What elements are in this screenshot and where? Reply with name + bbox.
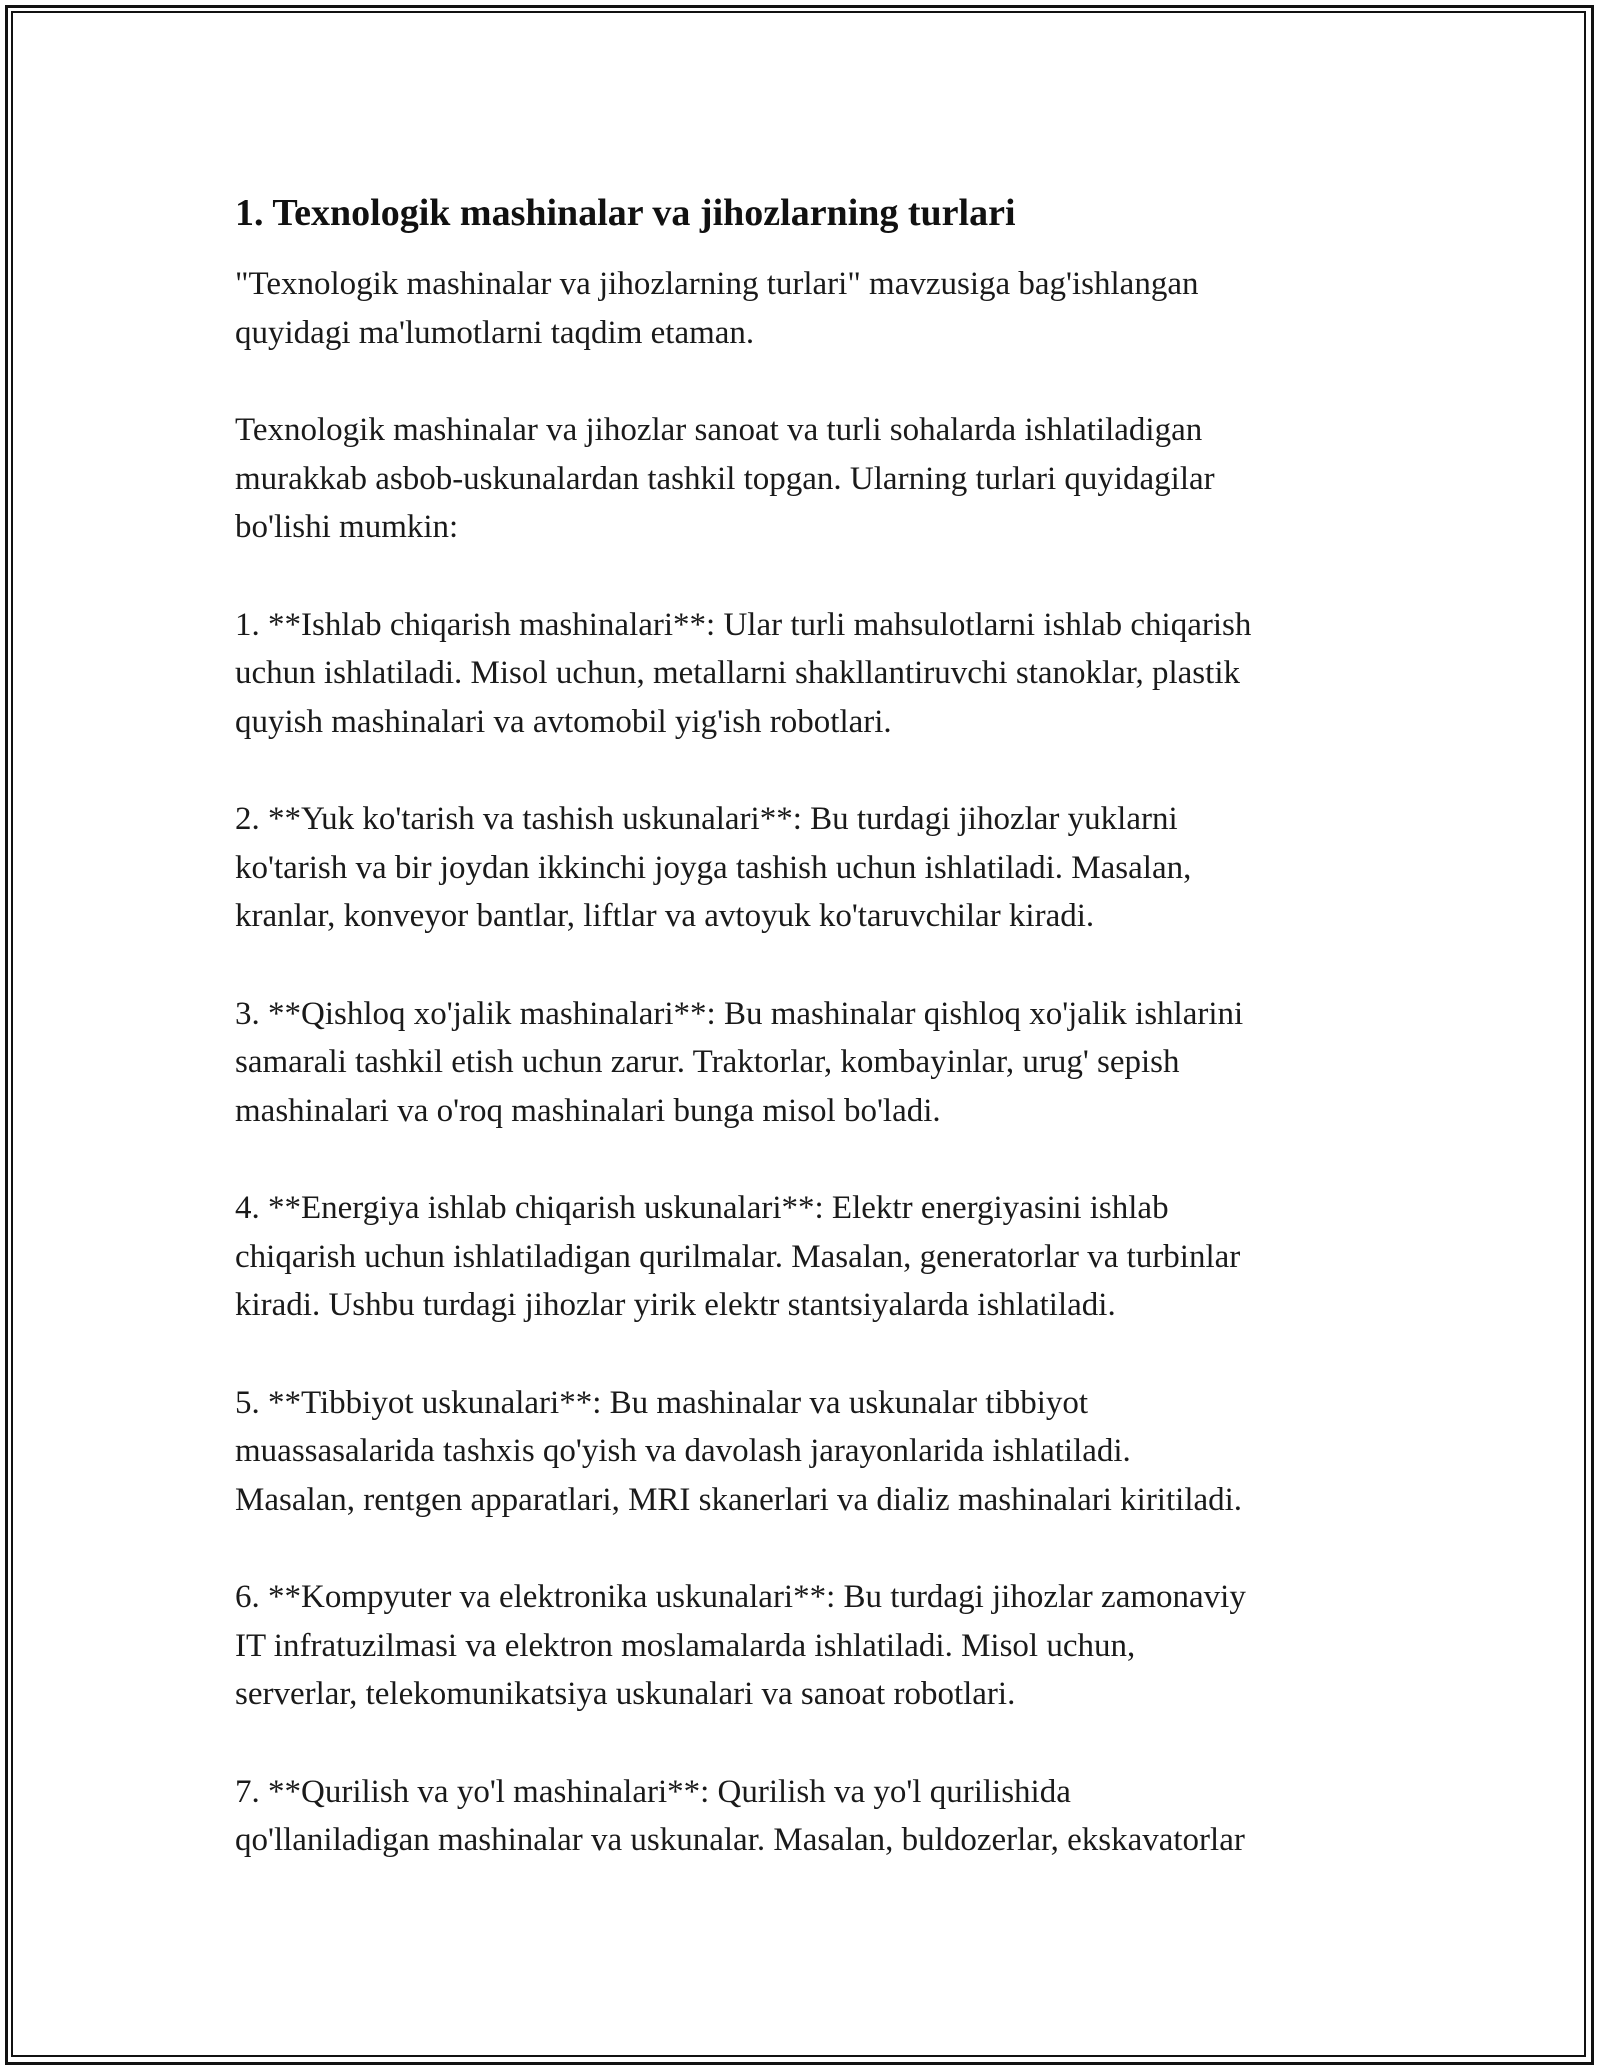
list-item-computer-equipment: 6. **Kompyuter va elektronika uskunalari**: Bu turdagi jihozlar zamonaviy IT infratuzilmasi va elektron moslamalarda ishlatiladi. Misol uchun, serverlar, telekomunikatsiya uskunalari va sanoat robotlari.: [235, 1579, 1246, 1712]
list-item-energy-equipment: 4. **Energiya ishlab chiqarish uskunalari**: Elektr energiyasini ishlab chiqarish uchun ishlatiladigan qurilmalar. Masalan, generatorlar va turbinlar kiradi. Ushbu turdagi jihozlar yirik elektr stantsiyalarda ishlatiladi.: [235, 1190, 1241, 1323]
list-item-medical-equipment: 5. **Tibbiyot uskunalari**: Bu mashinalar va uskunalar tibbiyot muassasalarida tashxis qo'yish va davolash jarayonlarida ishlatiladi. Masalan, rentgen apparatlari, MRI skanerlari va dializ mashinalari kiritiladi.: [235, 1384, 1243, 1518]
list-item-agricultural-machines: 3. **Qishloq xo'jalik mashinalari**: Bu mashinalar qishloq xo'jalik ishlarini samarali tashkil etish uchun zarur. Traktorlar, kombayinlar, urug' sepish mashinalari va o'roq mashinalari bunga misol bo'ladi.: [235, 995, 1244, 1129]
intro-paragraph: "Texnologik mashinalar va jihozlarning turlari" mavzusiga bag'ishlangan quyidagi ma'lumotlarni taqdim etaman.: [235, 266, 1199, 351]
overview-paragraph: Texnologik mashinalar va jihozlar sanoat va turli sohalarda ishlatiladigan murakkab asbob-uskunalardan tashkil topgan. Ularning turlari quyidagilar bo'lishi mumkin:: [235, 412, 1215, 545]
list-item-lifting-equipment: 2. **Yuk ko'tarish va tashish uskunalari**: Bu turdagi jihozlar yuklarni ko'tarish va bir joydan ikkinchi joyga tashish uchun ishlatiladi. Masalan, kranlar, konveyor bantlar, liftlar va avtoyuk ko'taruvchilar kiradi.: [235, 801, 1192, 934]
list-item-production-machines: 1. **Ishlab chiqarish mashinalari**: Ular turli mahsulotlarni ishlab chiqarish uchun ishlatiladi. Misol uchun, metallarni shakllantiruvchi stanoklar, plastik quyish mashinalari va avtomobil yig'ish robotlari.: [235, 606, 1252, 740]
list-item-construction-machines: 7. **Qurilish va yo'l mashinalari**: Qurilish va yo'l qurilishida qo'llaniladigan mashinalar va uskunalar. Masalan, buldozerlar, ekskavatorlar: [235, 1773, 1245, 1858]
document-body: [235, 188, 1375, 1914]
document-heading: 1. Texnologik mashinalar va jihozlarning turlari: [235, 192, 1016, 234]
